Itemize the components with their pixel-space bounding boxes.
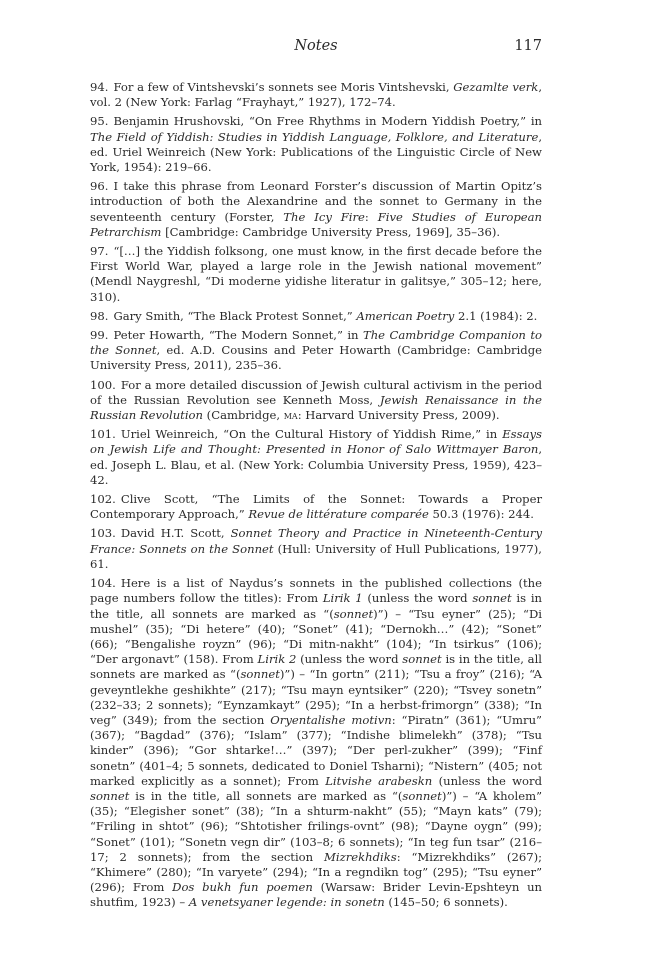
footnote-number: 103. xyxy=(90,526,116,541)
footnote-text: Uriel Weinreich, “On the Cultural History of Yiddish Rime,” in Essays on Jewish Life and Thought: Presented in Honor of Salo Wittmayer Baron, ed. Joseph L. Blau, et al. (New York: Columbia University Press, 1959), 423–42. xyxy=(90,427,542,487)
running-header xyxy=(90,38,542,58)
footnote-text: I take this phrase from Leonard Forster’s discussion of Martin Opitz’s introduction of both the Alexandrine and the sonnet to Germany in the seventeenth century (Forster, The Icy Fire: Five Studies of European Petrarchism [Cambridge: Cambridge University Press, 1969], 35–36). xyxy=(90,179,542,239)
footnote-text: Benjamin Hrushovski, “On Free Rhythms in Modern Yiddish Poetry,” in The Field of Yiddish: Studies in Yiddish Language, Folklore, and Literature, ed. Uriel Weinreich (New York: Publications of the Linguistic Circle of New York, 1954): 219–66. xyxy=(90,114,542,175)
footnote-text: For a more detailed discussion of Jewish cultural activism in the period of the Russian Revolution see Kenneth Moss, Jewish Renaissance in the Russian Revolution (Cambridge, ma: Harvard University Press, 2009). xyxy=(90,377,542,423)
footnote xyxy=(90,492,542,522)
footnote-text: Peter Howarth, “The Modern Sonnet,” in The Cambridge Companion to the Sonnet, ed. A.D. Cousins and Peter Howarth (Cambridge: Cambridge University Press, 2011), 235–36. xyxy=(90,328,542,373)
footnote-number: 97. xyxy=(90,244,109,259)
footnote-text: For a few of Vintshevski’s sonnets see Moris Vintshevski, Gezamlte verk, vol. 2 (New York: Farlag “Frayhayt,” 1927), 172–74. xyxy=(90,80,543,110)
footnote-text: “[…] the Yiddish folksong, one must know, in the first decade before the First World War, played a large role in the Jewish national movement” (Mendl Naygreshl, “Di moderne yidishe literatur in galitsye,” 305–12; here, 310). xyxy=(90,244,542,304)
footnote-number: 94. xyxy=(90,80,109,94)
footnote-text: Here is a list of Naydus’s sonnets in the published collections (the page numbers follow the titles): From Lirik 1 (unless the word sonnet is in the title, all sonnets are marked as “(sonnet)”) – “Tsu eyner” (25); “Di mushel” (35); “Di hetere” (40); “Sonet” (41); “Dernokh…” (42); “Sonet” (66); “Bengalishe royzn” (96); “Di mitn-nakht” (104); “In tsirkus” (106); “Der argonavt” (158). From Lirik 2 (unless the word sonnet is in the title, all sonnets are marked as “(sonnet)”) – “In gortn” (211); “Tsu a froy” (216); “A geveyntlekhe geshikhte” (217); “Tsu mayn eyntsiker” (220); “Tsvey sonetn” (232–33; 2 sonnets); “Eynzamkayt” (295); “In a herbst-frimorgn” (338); “In veg” (349); from the section Oryentalishe motivn: “Piratn” (361); “Umru” (367); “Bagdad” (376); “Islam” (377); “Indishe blimelekh” (378); “Tsu kinder” (396); “Gor shtarke!…” (397); “Der perl-zukher” (399); “Finf sonetn” (401–4; 5 sonnets, dedicated to Doniel Tsharni); “Nistern” (405; not marked explicitly as a sonnet); From Litvishe arabeskn (unless the word sonnet is in the title, all sonnets are marked as “(sonnet)”) – “A kholem” (35); “Elegisher sonet” (38); “In a shturm-nakht” (55); “Mayn kats” (79); “Friling in shtot” (96); “Shtotisher frilings-ovnt” (98); “Dayne oygn” (99); “Sonet” (101); “Sonetn vegn dir” (103–8; 6 sonnets); “In teg fun tsar” (216–17; 2 sonnets); from the section Mizrekhdiks: “Mizrekhdiks” (267); “Khimere” (280); “In varyete” (294); “In a regndikn tog” (295); “Tsu eyner” (296); From Dos bukh fun poemen (Warsaw: Brider Levin-Epshteyn un shutfim, 1923) – A venetsyaner legende: in sonetn (145–50; 6 sonnets). xyxy=(90,576,543,910)
footnote-number: 96. xyxy=(90,179,109,194)
footnote-text: Clive Scott, “The Limits of the Sonnet: Towards a Proper Contemporary Approach,” Revue de littérature comparée 50.3 (1976): 244. xyxy=(90,492,542,522)
notes-list xyxy=(90,80,542,915)
footnote-number: 101. xyxy=(90,427,116,442)
footnote-number: 95. xyxy=(90,114,109,129)
footnote-number: 104. xyxy=(90,576,116,591)
footnote-number: 98. xyxy=(90,308,109,323)
footnote xyxy=(90,576,542,910)
footnote xyxy=(90,80,542,110)
running-head-title: Notes xyxy=(294,38,338,54)
footnote xyxy=(90,114,542,175)
footnote xyxy=(90,244,542,305)
footnote-text: Gary Smith, “The Black Protest Sonnet,” American Poetry 2.1 (1984): 2. xyxy=(113,308,538,323)
footnote xyxy=(90,328,542,374)
page-number: 117 xyxy=(514,38,542,54)
footnote-text: David H.T. Scott, Sonnet Theory and Practice in Nineteenth-Century France: Sonnets on the Sonnet (Hull: University of Hull Publications, 1977), 61. xyxy=(90,526,542,571)
footnote xyxy=(90,427,542,488)
footnote xyxy=(90,378,542,424)
footnote xyxy=(90,179,542,240)
footnote-number: 99. xyxy=(90,328,109,343)
footnote-number: 102. xyxy=(90,492,116,507)
footnote-number: 100. xyxy=(90,377,116,392)
footnote xyxy=(90,526,542,572)
footnote xyxy=(90,309,542,324)
